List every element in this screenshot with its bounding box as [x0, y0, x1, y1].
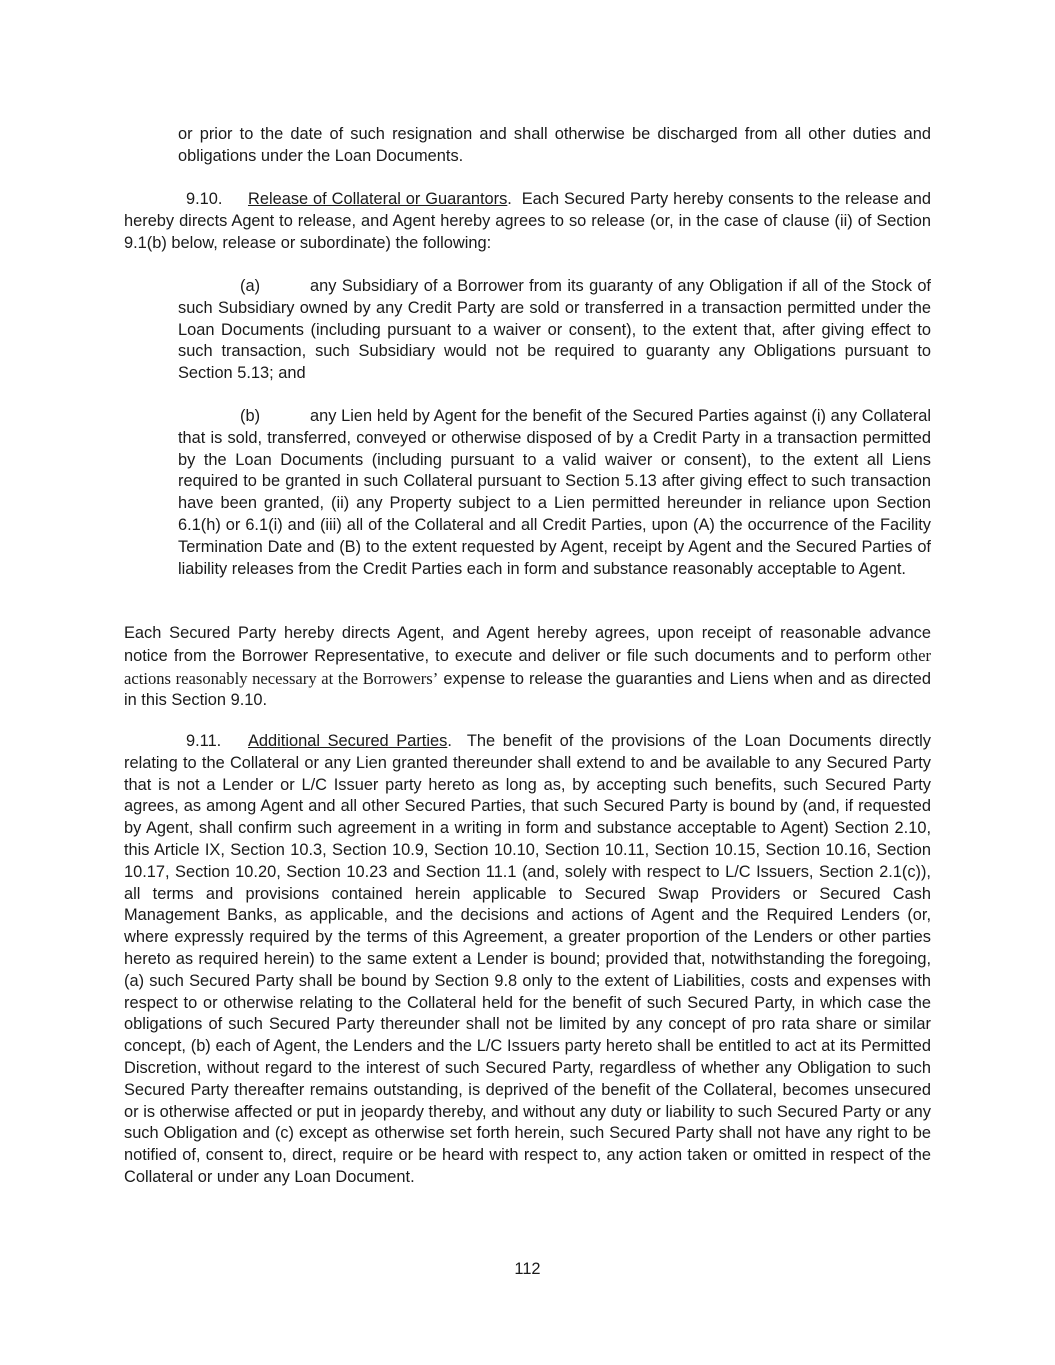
clause-label: (b): [240, 407, 261, 425]
clause-text: any Subsidiary of a Borrower from its guaranty of any Obligation if all of the Stock of such Subsidiary owned by any Credit Party are sold or transferred in a transaction permitted under the Loan Documents (including pursuant to a waiver or consent), to the extent that, after giving effect to such transaction, such Subsidiary would not be required to guaranty any Obligations pursuant to Section 5.13; and: [178, 277, 931, 383]
section-9-10-paragraph: [124, 189, 931, 254]
heading-period: .: [447, 732, 452, 750]
page-number: 112: [514, 1260, 541, 1278]
section-body-text: The benefit of the provisions of the Loan Documents directly relating to the Collateral or any Lien granted thereunder shall extend to and be available to any Secured Party that is not a Lender or L/C Issuer party hereto as long as, by accepting such benefits, such Secured Party agrees, as among Agent and all other Secured Parties, that such Secured Party is bound by (and, if requested by Agent, shall confirm such agreement in a writing in form and substance acceptable to Agent) Section 2.10, this Article IX, Section 10.3, Section 10.9, Section 10.10, Section 10.11, Section 10.15, Section 10.16, Section 10.17, Section 10.20, Section 10.23 and Section 11.1 (and, solely with respect to L/C Issuers, Section 2.1(c)), all terms and provisions contained herein applicable to Secured Swap Providers or Secured Cash Management Banks, as applicable, and the decisions and actions of Agent and the Required Lenders (or, where expressly required by the terms of this Agreement, a greater proportion of the Lenders or other parties hereto as required herein) to the same extent a Lender is bound; provided that, notwithstanding the foregoing, (a) such Secured Party shall be bound by Section 9.8 only to the extent of Liabilities, costs and expenses with respect to or otherwise relating to the Collateral held for the benefit of such Secured Party, in which case the obligations of such Secured Party thereunder shall not be limited by any concept of pro rata share or similar concept, (b) each of Agent, the Lenders and the L/C Issuers party hereto shall be entitled to act at its Permitted Discretion, without regard to the interest of such Secured Party, regardless of whether any Obligation to such Secured Party thereafter remains outstanding, is deprived of the benefit of the Collateral, becomes unsecured or is otherwise affected or put in jeopardy thereby, and without any duty or liability to such Secured Party or any such Obligation and (c) except as otherwise set forth herein, such Secured Party shall not have any right to be notified of, consent to, direct, require or be heard with respect to, any action taken or omitted in respect of the Collateral or under any Loan Document.: [124, 732, 932, 1186]
section-number: 9.10.: [186, 190, 223, 208]
clause-text: any Lien held by Agent for the benefit of the Secured Parties against (i) any Collateral that is sold, transferred, conveyed or otherwise disposed of by a Credit Party in a transaction permitted by the Loan Documents (including pursuant to a valid waiver or consent), to the extent all Liens required to be granted in such Collateral pursuant to Section 5.13 after giving effect to such transaction have been granted, (ii) any Property subject to a Lien permitted hereunder in reliance upon Section 6.1(h) or 6.1(i) and (iii) all of the Collateral and all Credit Parties, upon (A) the occurrence of the Facility Termination Date and (B) to the extent requested by Agent, receipt by Agent and the Secured Parties of liability releases from the Credit Parties each in form and substance reasonably acceptable to Agent.: [178, 407, 931, 578]
closing-paragraph: [124, 623, 931, 712]
heading-period: .: [507, 190, 512, 208]
section-heading: Additional Secured Parties: [248, 732, 448, 750]
closing-text-serif: other actions reasonably necessary at the Borrowers’: [124, 645, 932, 688]
section-heading: Release of Collateral or Guarantors: [248, 190, 508, 208]
closing-text-part1: Each Secured Party hereby directs Agent, and Agent hereby agrees, upon receipt of reasonable advance notice from the Borrower Representative, to execute and deliver or file such documents and to perform: [124, 624, 931, 665]
closing-text-part2: expense to release the guaranties and Liens when and as directed in this Section 9.10.: [124, 669, 931, 710]
section-intro-text: Each Secured Party hereby consents to the release and hereby directs Agent to release, and Agent hereby agrees to so release (or, in the case of clause (ii) of Section 9.1(b) below, release or subordinate) the following:: [124, 190, 932, 252]
section-9-11-paragraph: [124, 731, 931, 1189]
clause-a-paragraph: [178, 276, 931, 385]
carryover-paragraph: or prior to the date of such resignation and shall otherwise be discharged from all other duties and obligations under the Loan Documents.: [178, 125, 931, 165]
clause-label: (a): [240, 277, 261, 295]
section-number: 9.11.: [186, 732, 222, 750]
clause-b-paragraph: [178, 406, 931, 580]
